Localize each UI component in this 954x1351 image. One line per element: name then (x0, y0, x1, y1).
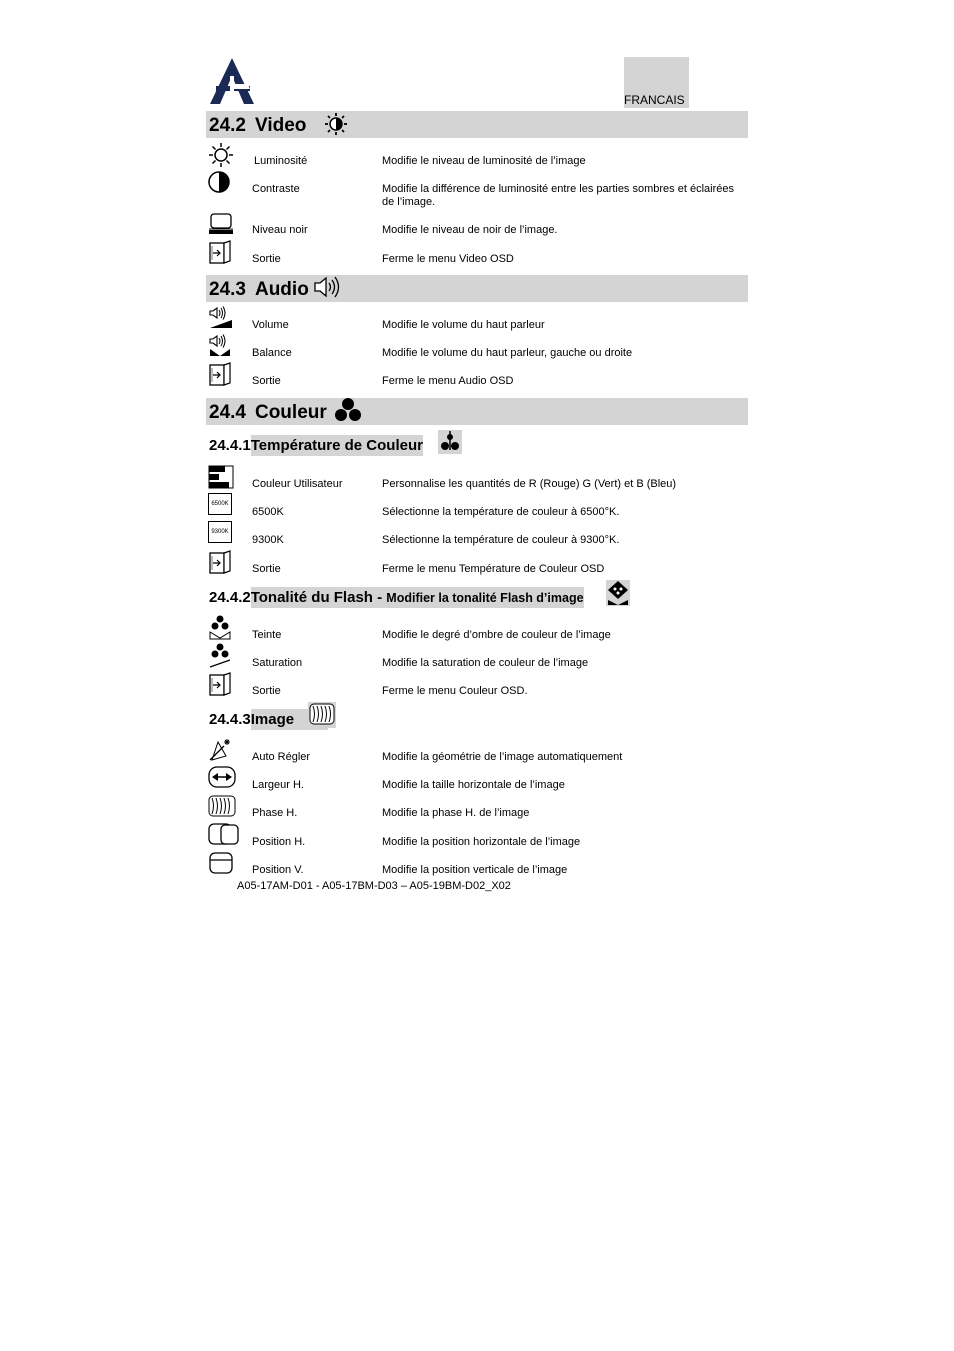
row-desc-sortie-temperature: Ferme le menu Température de Couleur OSD (382, 563, 605, 575)
row-desc-volume: Modifie le volume du haut parleur (382, 319, 545, 331)
row-desc-6500k: Sélectionne la température de couleur à 6500°K. (382, 506, 620, 518)
exit-door-icon (208, 550, 236, 576)
section-title-couleur: 24.4 Couleur (209, 402, 327, 423)
row-label-sortie-couleur: Sortie (252, 685, 281, 697)
h-phase-icon (208, 795, 236, 821)
row-label-position-h: Position H. (252, 836, 306, 848)
row-label-teinte: Teinte (252, 629, 282, 641)
row-label-couleur-utilisateur: Couleur Utilisateur (252, 478, 343, 490)
row-label-9300k: 9300K (252, 534, 284, 546)
row-label-niveau-noir: Niveau noir (252, 224, 308, 236)
auto-adjust-icon (208, 738, 236, 764)
row-label-6500k: 6500K (252, 506, 284, 518)
language-label: FRANCAIS (624, 93, 685, 107)
row-desc-9300k: Sélectionne la température de couleur à 9300°K. (382, 534, 620, 546)
exit-door-icon (208, 672, 236, 698)
section-title-video: 24.2 Video (209, 115, 307, 136)
9300k-icon (208, 521, 236, 547)
rgb-bars-icon (208, 465, 236, 491)
row-desc-niveau-noir: Modifie le niveau de noir de l’image. (382, 224, 558, 236)
tint-icon (208, 615, 236, 641)
row-label-position-v: Position V. (252, 864, 304, 876)
subsection-title-temperature: 24.4.1Température de Couleur (209, 437, 423, 454)
row-label-sortie-temperature: Sortie (252, 563, 281, 575)
video-brightness-icon (324, 112, 348, 136)
row-label-auto-regler: Auto Régler (252, 751, 311, 763)
row-desc-couleur-utilisateur: Personnalise les quantités de R (Rouge) G (Vert) et B (Bleu) (382, 478, 677, 490)
row-desc-position-h: Modifie la position horizontale de l’image (382, 836, 581, 848)
temperature-color-icon (438, 430, 462, 454)
image-phase-icon (308, 702, 336, 728)
subsection-title-flash: 24.4.2Tonalité du Flash - Modifier la tonalité Flash d’image (209, 589, 584, 606)
audio-speaker-icon (313, 275, 343, 299)
row-label-balance: Balance (252, 347, 292, 359)
row-label-largeur-h: Largeur H. (252, 779, 304, 791)
speaker-volume-icon (208, 306, 236, 332)
6500k-icon-text: 6500K (208, 493, 232, 515)
row-desc-auto-regler: Modifie la géométrie de l’image automatiquement (382, 751, 623, 763)
row-label-volume: Volume (252, 319, 289, 331)
row-label-sortie-video: Sortie (252, 253, 281, 265)
flash-tone-icon (606, 580, 630, 606)
color-three-dots-icon (333, 397, 363, 423)
exit-door-icon (208, 362, 236, 388)
contrast-icon (208, 170, 236, 196)
row-desc-balance: Modifie le volume du haut parleur, gauche ou droite (382, 347, 633, 359)
row-desc-sortie-audio: Ferme le menu Audio OSD (382, 375, 514, 387)
row-desc-position-v: Modifie la position verticale de l’image (382, 864, 568, 876)
row-label-saturation: Saturation (252, 657, 303, 669)
9300k-icon-text: 9300K (208, 521, 232, 543)
exit-door-icon (208, 240, 236, 266)
row-desc-sortie-couleur: Ferme le menu Couleur OSD. (382, 685, 528, 697)
row-desc-phase-h: Modifie la phase H. de l’image (382, 807, 530, 819)
row-label-luminosite: Luminosité (254, 155, 308, 167)
v-position-icon (208, 851, 236, 877)
row-label-phase-h: Phase H. (252, 807, 298, 819)
section-title-audio: 24.3 Audio (209, 279, 309, 300)
saturation-icon (208, 643, 236, 669)
row-desc-saturation: Modifie la saturation de couleur de l’image (382, 657, 589, 669)
row-desc-contraste: Modifie la différence de luminosité entre les parties sombres et éclairées de l’image. (382, 183, 734, 208)
row-desc-largeur-h: Modifie la taille horizontale de l’image (382, 779, 565, 791)
speaker-balance-icon (208, 334, 236, 360)
footer-model-codes: A05-17AM-D01 - A05-17BM-D03 – A05-19BM-D02_X02 (237, 880, 511, 892)
black-level-icon (208, 213, 236, 239)
row-desc-luminosite: Modifie le niveau de luminosité de l’image (382, 155, 586, 167)
6500k-icon (208, 493, 236, 519)
h-position-icon (208, 823, 236, 849)
brand-logo (208, 56, 256, 106)
row-label-sortie-audio: Sortie (252, 375, 281, 387)
sun-icon (208, 142, 236, 168)
h-width-icon (208, 766, 236, 792)
subsection-title-image: 24.4.3Image (209, 711, 328, 728)
row-desc-sortie-video: Ferme le menu Video OSD (382, 253, 514, 265)
row-desc-teinte: Modifie le degré d’ombre de couleur de l’image (382, 629, 611, 641)
row-label-contraste: Contraste (252, 183, 300, 195)
